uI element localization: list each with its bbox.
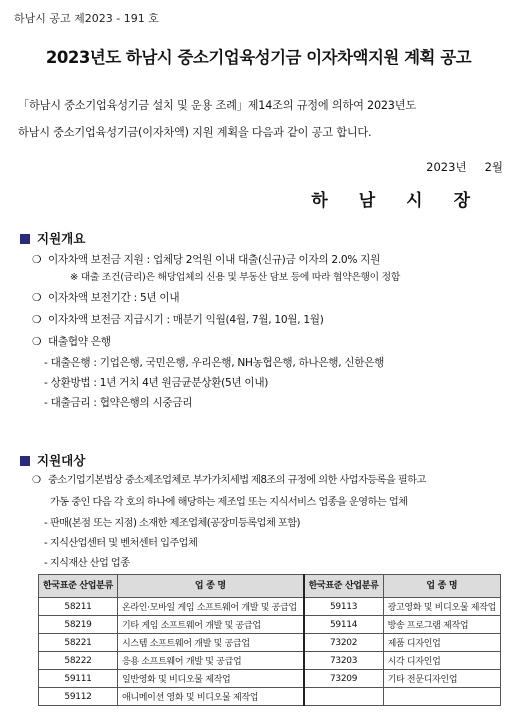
list-item: [32, 470, 507, 492]
name-cell: 애니메이션 영화 및 비디오물 제작업: [118, 688, 304, 706]
table-row: [39, 634, 501, 652]
list-item-continuation: 가동 중인 다음 각 호의 하나에 해당하는 제조업 또는 지식서비스 업종을 운영하는 업체: [50, 497, 408, 508]
code-cell: 59111: [39, 670, 118, 688]
list-note: ※ 대출 조건(금리)은 해당업체의 신용 및 부동산 담보 등에 따라 협약은행이 정함: [70, 272, 400, 283]
code-cell: 73209: [304, 670, 384, 688]
sub-item: - 지식재산 산업 업종: [44, 558, 130, 569]
section-heading-text: 지원개요: [37, 231, 86, 246]
table-row: [39, 688, 501, 706]
sub-item: - 판매(본점 또는 지점) 소재한 제조업체(공장미등록업체 포함): [44, 518, 300, 529]
code-cell: 73203: [304, 652, 384, 670]
table-header-row: [39, 575, 501, 598]
code-cell: 58222: [39, 652, 118, 670]
circle-bullet-icon: ❍: [32, 475, 41, 486]
issuer-name: 하남시장: [311, 191, 501, 211]
list-item-text: 이자차액 보전금 지급시기 : 매분기 익월(4월, 7월, 10월, 1월): [48, 314, 324, 326]
table-row: [39, 670, 501, 688]
circle-bullet-icon: ❍: [32, 254, 42, 266]
name-cell: 광고영화 및 비디오물 제작업: [383, 598, 500, 616]
name-cell: 응용 소프트웨어 개발 및 공급업: [118, 652, 304, 670]
name-cell: 기타 게임 소프트웨어 개발 및 공급업: [118, 616, 304, 634]
circle-bullet-icon: ❍: [32, 292, 42, 304]
sub-item: - 대출금리 : 협약은행의 시중금리: [44, 397, 193, 409]
name-cell: 일반영화 및 비디오물 제작업: [118, 670, 304, 688]
section-heading-overview: [20, 229, 85, 247]
overview-list: [32, 249, 507, 413]
code-cell: 59113: [304, 598, 384, 616]
list-item: [32, 331, 507, 353]
name-cell: 시스템 소프트웨어 개발 및 공급업: [118, 634, 304, 652]
code-cell: 58211: [39, 598, 118, 616]
code-cell: 59114: [304, 616, 384, 634]
industry-code-table: [38, 574, 501, 706]
notice-number: 하남시 공고 제2023 - 191 호: [14, 12, 159, 25]
sub-item: - 대출은행 : 기업은행, 국민은행, 우리은행, NH농협은행, 하나은행, 신한은행: [44, 357, 385, 369]
column-header-code-left: 한국표준 산업분류: [39, 575, 118, 598]
table-row: [39, 652, 501, 670]
list-item-text: 이자차액 보전금 지원 : 업체당 2억원 이내 대출(신규)금 이자의 2.0% 지원: [48, 254, 381, 266]
eligibility-list: [32, 470, 507, 574]
circle-bullet-icon: ❍: [32, 314, 42, 326]
sub-item: - 상환방법 : 1년 거치 4년 원금균분상환(5년 이내): [44, 377, 269, 389]
list-item: [32, 249, 507, 271]
date-month: 2월: [484, 160, 503, 174]
square-bullet-icon: [20, 456, 30, 466]
code-cell: 58219: [39, 616, 118, 634]
code-cell: 58221: [39, 634, 118, 652]
column-header-name-left: 업 종 명: [118, 575, 304, 598]
code-cell: 59112: [39, 688, 118, 706]
name-cell: 방송 프로그램 제작업: [383, 616, 500, 634]
square-bullet-icon: [20, 234, 30, 244]
list-item-text: 대출협약 은행: [48, 336, 111, 348]
name-cell: 시각 디자인업: [383, 652, 500, 670]
page-title: 2023년도 하남시 중소기업육성기금 이자차액지원 계획 공고: [45, 48, 472, 67]
intro-line-2: 하남시 중소기업육성기금(이자차액) 지원 계획을 다음과 같이 공고 합니다.: [18, 126, 372, 139]
list-item-text: 중소기업기본법상 중소제조업체로 부가가치세법 제8조의 규정에 의한 사업자등록을 필하고: [48, 475, 426, 486]
column-header-code-right: 한국표준 산업분류: [304, 575, 384, 598]
sub-item: - 지식산업센터 및 벤처센터 입주업체: [44, 538, 198, 549]
section-heading-text: 지원대상: [37, 453, 86, 468]
name-cell: 제품 디자인업: [383, 634, 500, 652]
section-heading-eligibility: [20, 451, 85, 469]
intro-paragraph: [18, 92, 506, 146]
notice-date: [408, 159, 503, 175]
name-cell: 온라인·모바일 게임 소프트웨어 개발 및 공급업: [118, 598, 304, 616]
intro-line-1: 「하남시 중소기업육성기금 설치 및 운용 조례」제14조의 규정에 의하여 2023년도: [18, 99, 416, 112]
date-year: 2023년: [426, 160, 467, 174]
column-header-name-right: 업 종 명: [383, 575, 500, 598]
list-item-text: 이자차액 보전기간 : 5년 이내: [48, 292, 180, 304]
name-cell: [383, 688, 500, 706]
table-row: [39, 616, 501, 634]
code-cell: 73202: [304, 634, 384, 652]
code-cell: [304, 688, 384, 706]
list-item: [32, 309, 507, 331]
table-row: [39, 598, 501, 616]
list-item: [32, 287, 507, 309]
circle-bullet-icon: ❍: [32, 336, 42, 348]
name-cell: 기타 전문디자인업: [383, 670, 500, 688]
